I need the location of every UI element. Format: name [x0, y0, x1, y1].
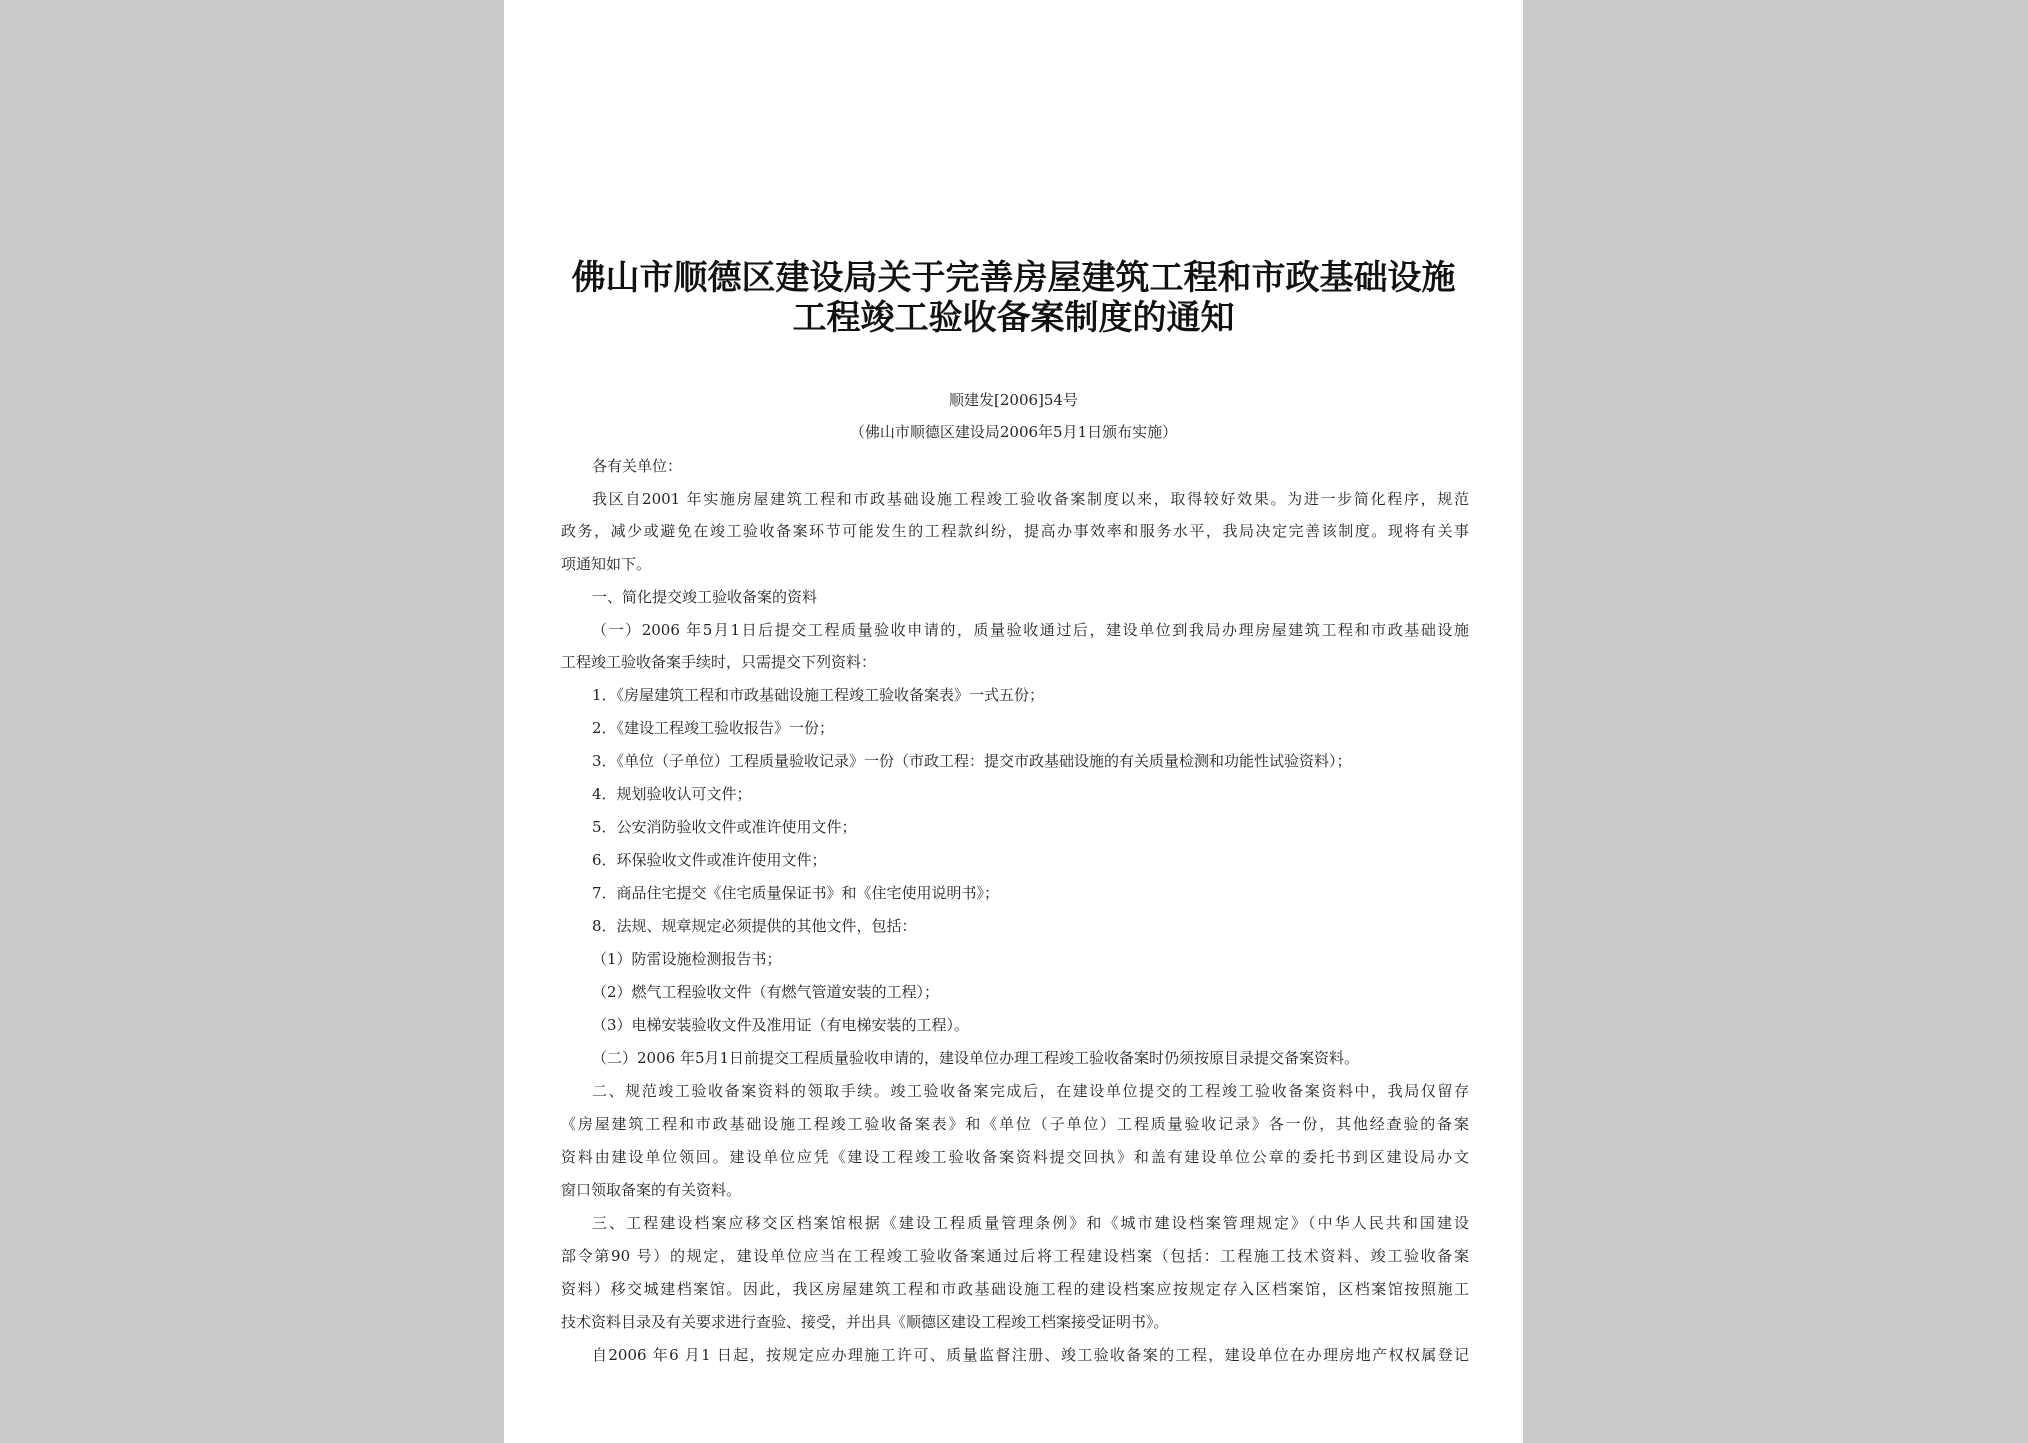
document-title: 佛山市顺德区建设局关于完善房屋建筑工程和市政基础设施工程竣工验收备案制度的通知: [571, 258, 1456, 338]
body-line: 项通知如下。: [561, 555, 652, 573]
body-line: 资料）移交城建档案馆。因此，我区房屋建筑工程和市政基础设施工程的建设档案应按规定存入区档案馆，区档案馆按照施工: [561, 1280, 1469, 1298]
list-item: 5．公安消防验收文件或准许使用文件；: [592, 818, 857, 836]
body-line: 工程竣工验收备案手续时，只需提交下列资料：: [561, 653, 877, 671]
list-item: 6．环保验收文件或准许使用文件；: [592, 851, 827, 869]
body-line: 资料由建设单位领回。建设单位应凭《建设工程竣工验收备案资料提交回执》和盖有建设单位公章的委托书到区建设局办文: [561, 1148, 1469, 1166]
sub-list-item: （3）电梯安装验收文件及准用证（有电梯安装的工程）。: [592, 1016, 970, 1034]
body-line: 技术资料目录及有关要求进行查验、接受，并出具《顺德区建设工程竣工档案接受证明书》。: [561, 1313, 1169, 1331]
section-heading: 一、简化提交竣工验收备案的资料: [592, 588, 818, 606]
body-line: （二）2006 年5月1日前提交工程质量验收申请的，建设单位办理工程竣工验收备案时仍须按原目录提交备案资料。: [592, 1049, 1360, 1067]
list-item: 3．《单位（子单位）工程质量验收记录》一份（市政工程：提交市政基础设施的有关质量检测和功能性试验资料）；: [592, 752, 1352, 770]
document-page: [504, 0, 1523, 1443]
list-item: 1．《房屋建筑工程和市政基础设施工程竣工验收备案表》一式五份；: [592, 686, 1045, 704]
body-line: 部令第90 号）的规定，建设单位应当在工程竣工验收备案通过后将工程建设档案（包括：工程施工技术资料、竣工验收备案: [561, 1247, 1469, 1265]
body-line: 自2006 年6 月1 日起，按规定应办理施工许可、质量监督注册、竣工验收备案的工程，建设单位在办理房地产权权属登记: [592, 1346, 1469, 1364]
body-line: 我区自2001 年实施房屋建筑工程和市政基础设施工程竣工验收备案制度以来，取得较好效果。为进一步简化程序，规范: [592, 490, 1469, 508]
body-line: 政务，减少或避免在竣工验收备案环节可能发生的工程款纠纷，提高办事效率和服务水平，我局决定完善该制度。现将有关事: [561, 522, 1469, 540]
section-heading: 三、工程建设档案应移交区档案馆根据《建设工程质量管理条例》和《城市建设档案管理规定》（中华人民共和国建设: [592, 1214, 1469, 1232]
body-line: 《房屋建筑工程和市政基础设施工程竣工验收备案表》和《单位（子单位）工程质量验收记录》各一份，其他经查验的备案: [561, 1115, 1469, 1133]
list-item: 2．《建设工程竣工验收报告》一份；: [592, 719, 835, 737]
body-line: （一）2006 年5月1日后提交工程质量验收申请的，质量验收通过后，建设单位到我局办理房屋建筑工程和市政基础设施: [592, 621, 1469, 639]
list-item: 7．商品住宅提交《住宅质量保证书》和《住宅使用说明书》；: [592, 884, 1000, 902]
list-item: 8．法规、规章规定必须提供的其他文件，包括：: [592, 917, 917, 935]
sub-list-item: （1）防雷设施检测报告书；: [592, 950, 782, 968]
salutation: 各有关单位：: [592, 457, 683, 475]
issuance-note: （佛山市顺德区建设局2006年5月1日颁布实施）: [849, 423, 1178, 441]
sub-list-item: （2）燃气工程验收文件（有燃气管道安装的工程）；: [592, 983, 940, 1001]
body-line: 窗口领取备案的有关资料。: [561, 1181, 742, 1199]
document-number: 顺建发[2006]54号: [949, 391, 1078, 409]
list-item: 4．规划验收认可文件；: [592, 785, 752, 803]
section-heading: 二、规范竣工验收备案资料的领取手续。竣工验收备案完成后，在建设单位提交的工程竣工验收备案资料中，我局仅留存: [592, 1082, 1469, 1100]
